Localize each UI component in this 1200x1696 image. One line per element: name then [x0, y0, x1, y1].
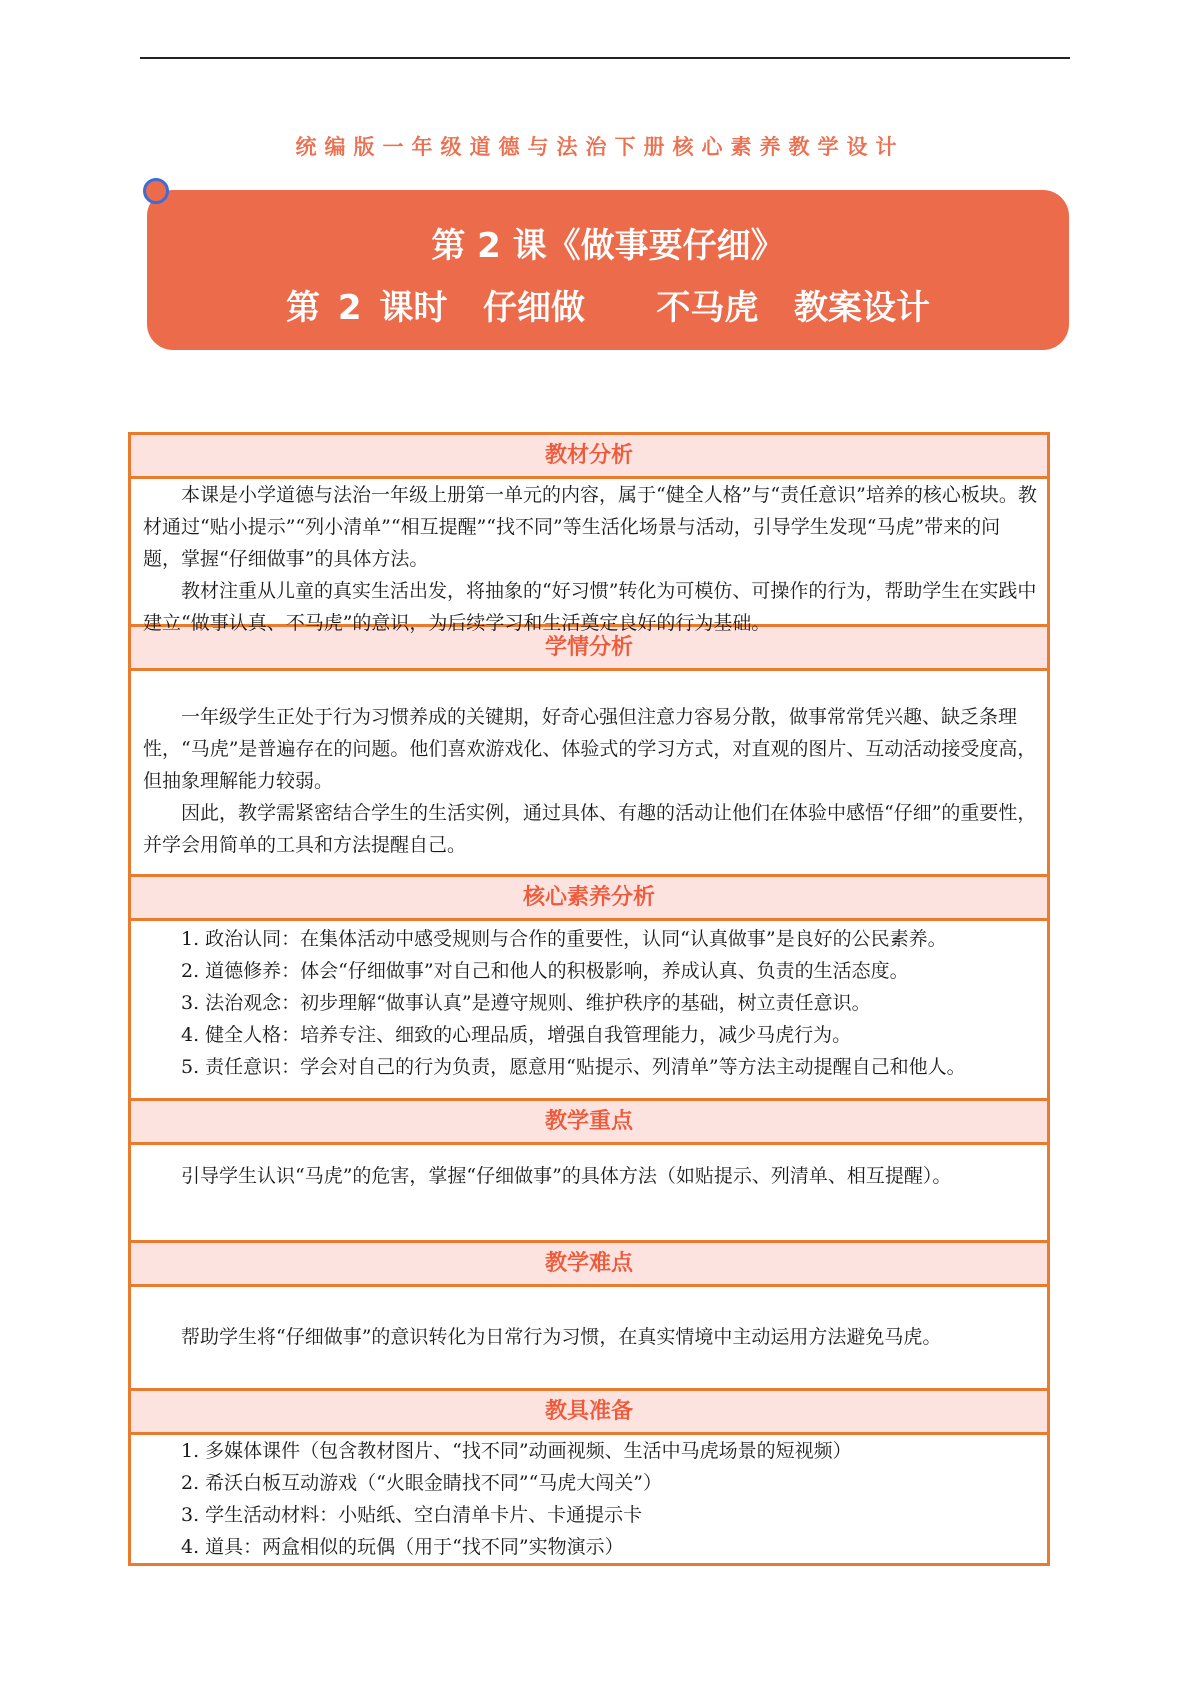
- list-item: 3. 法治观念：初步理解“做事认真”是遵守规则、维护秩序的基础，树立责任意识。: [181, 992, 871, 1014]
- title-banner: [147, 190, 1069, 350]
- paragraph: 因此，教学需紧密结合学生的生活实例，通过具体、有趣的活动让他们在体验中感悟“仔细”的重要性，并学会用简单的工具和方法提醒自己。: [143, 802, 1037, 856]
- series-title: 统编版一年级道德与法治下册核心素养教学设计: [295, 135, 905, 159]
- period-title: 第 2 课时 仔细做 不马虎 教案设计: [285, 288, 931, 328]
- lesson-plan-table: [128, 432, 1050, 1566]
- section-heading-core-literacy: 核心素养分析: [131, 877, 1047, 921]
- list-item: 4. 健全人格：培养专注、细致的心理品质，增强自我管理能力，减少马虎行为。: [181, 1024, 852, 1046]
- section-body-textbook: [131, 479, 1047, 634]
- lesson-title: 第 2 课《做事要仔细》: [431, 226, 785, 266]
- paragraph: 引导学生认识“马虎”的危害，掌握“仔细做事”的具体方法（如贴提示、列清单、相互提醒）。: [181, 1165, 952, 1187]
- section-heading-key-points: 教学重点: [131, 1101, 1047, 1145]
- paragraph: 教材注重从儿童的真实生活出发，将抽象的“好习惯”转化为可模仿、可操作的行为，帮助学生在实践中建立“做事认真、不马虎”的意识，为后续学习和生活奠定良好的行为基础。: [143, 580, 1037, 634]
- paragraph: 帮助学生将“仔细做事”的意识转化为日常行为习惯，在真实情境中主动运用方法避免马虎。: [181, 1326, 942, 1348]
- list-item: 5. 责任意识：学会对自己的行为负责，愿意用“贴提示、列清单”等方法主动提醒自己和他人。: [181, 1056, 966, 1078]
- section-body-core-literacy: [131, 921, 1047, 1101]
- section-body-difficulties: [131, 1287, 1047, 1391]
- section-heading-textbook: 教材分析: [131, 435, 1047, 479]
- section-body-materials: [131, 1435, 1047, 1563]
- section-heading-students: 学情分析: [131, 627, 1047, 671]
- top-rule: [140, 57, 1070, 59]
- section-heading-materials: 教具准备: [131, 1391, 1047, 1435]
- section-heading-difficulties: 教学难点: [131, 1243, 1047, 1287]
- list-item: 2. 道德修养：体会“仔细做事”对自己和他人的积极影响，养成认真、负责的生活态度。: [181, 960, 909, 982]
- paragraph: 本课是小学道德与法治一年级上册第一单元的内容，属于“健全人格”与“责任意识”培养的核心板块。教材通过“贴小提示”“列小清单”“相互提醒”“找不同”等生活化场景与活动，引导学生发现“马虎”带来的问题，掌握“仔细做事”的具体方法。: [143, 484, 1037, 570]
- section-body-key-points: [131, 1145, 1047, 1243]
- paragraph: 一年级学生正处于行为习惯养成的关键期，好奇心强但注意力容易分散，做事常常凭兴趣、缺乏条理性，“马虎”是普遍存在的问题。他们喜欢游戏化、体验式的学习方式，对直观的图片、互动活动接受度高，但抽象理解能力较弱。: [143, 706, 1037, 792]
- section-body-students: [131, 671, 1047, 877]
- list-item: 1. 政治认同：在集体活动中感受规则与合作的重要性，认同“认真做事”是良好的公民素养。: [181, 928, 947, 950]
- list-item: 4. 道具：两盒相似的玩偶（用于“找不同”实物演示）: [181, 1536, 624, 1558]
- banner-dot-decoration: [143, 178, 169, 204]
- list-item: 2. 希沃白板互动游戏（“火眼金睛找不同”“马虎大闯关”）: [181, 1472, 663, 1494]
- list-item: 1. 多媒体课件（包含教材图片、“找不同”动画视频、生活中马虎场景的短视频）: [181, 1440, 852, 1462]
- list-item: 3. 学生活动材料：小贴纸、空白清单卡片、卡通提示卡: [181, 1504, 643, 1526]
